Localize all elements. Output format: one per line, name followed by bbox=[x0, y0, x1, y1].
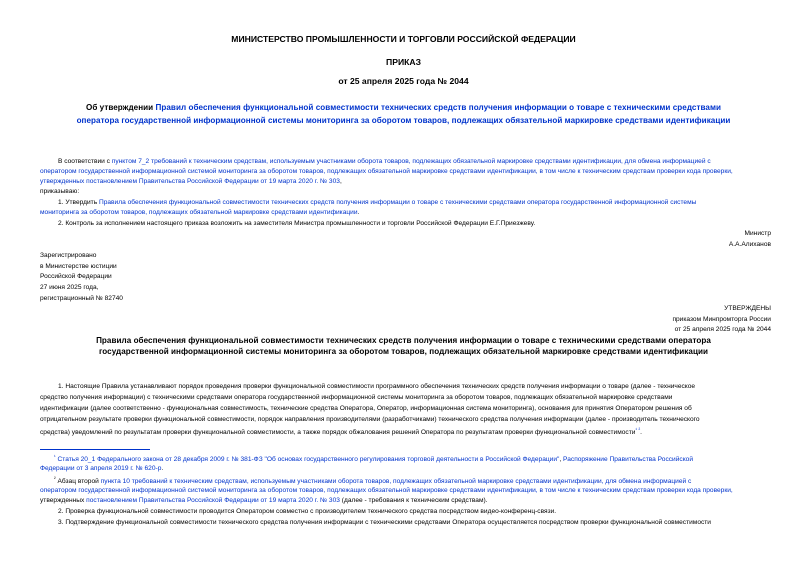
rules-p1-line5 bbox=[40, 427, 642, 436]
footnote-2-line2[interactable]: оператором государственной информационной системой мониторинга за оборотом товаров, подлежащих обязательной маркировке средствами идентификации, в том числе к техническим средствам проверки кода проверки, bbox=[40, 487, 733, 494]
requirements-link[interactable]: пунктом 7_2 требований к техническим средствам, используемым участниками оборота товаров, подлежащих обязательной маркировке средствами идентификации, для обмена информацией с bbox=[111, 158, 711, 165]
resolution-303-link[interactable]: постановлением Правительства Российской Федерации от 19 марта 2020 г. № 303 bbox=[86, 497, 340, 504]
order-item-text: . bbox=[357, 209, 360, 216]
footnote-text: утвержденных bbox=[40, 497, 87, 504]
government-order-link[interactable]: Распоряжение Правительства Российской bbox=[563, 456, 694, 464]
footnote-text: (далее - требования к техническим средствам). bbox=[339, 497, 488, 504]
footnote-1-line1 bbox=[54, 454, 693, 463]
approved-label: УТВЕРЖДЕНЫ bbox=[724, 305, 771, 312]
paragraph-10-link[interactable]: пункта 10 требований к техническим средствам, используемым участниками оборота товаров, подлежащих обязательной маркировке средствами идентификации, для обмена информацией с bbox=[100, 478, 692, 486]
preamble-line1 bbox=[58, 158, 711, 165]
law-article-link[interactable]: Статья 20_1 Федерального закона от 28 декабря 2009 г. № 381-ФЗ "Об основах государственного регулирования торговой деятельности в Российской Федерации" bbox=[57, 456, 560, 464]
preamble-order-word: приказываю: bbox=[40, 188, 80, 195]
rules-p2: 2. Проверка функциональной совместимости проводится Оператором совместно с производителем технического средства посредством видео-конференц-связи. bbox=[58, 508, 557, 515]
rules-p1-line2: средство получения информации) с техническими средствами оператора государственной информационной системы мониторинга за оборотом товаров, подлежащих обязательной маркировке средствами bbox=[40, 394, 673, 401]
order-title-line2[interactable]: оператора государственной информационной системы мониторинга за оборотом товаров, подлежащих обязательной маркировке средствами идентификации bbox=[76, 116, 731, 125]
approve-rules-link[interactable]: Правила обеспечения функциональной совместимости технических средств получения информации о товаре с техническими средствами оператора государственной информационной системы bbox=[98, 199, 697, 206]
order-item-2: 2. Контроль за исполнением настоящего приказа возложить на заместителя Министра промышленности и торговли Российской Федерации Е.Г.Приезжеву. bbox=[58, 220, 536, 227]
registration-line2: в Министерстве юстиции bbox=[40, 263, 117, 270]
order-title-line1 bbox=[0, 103, 807, 112]
government-order-link-cont[interactable]: Федерации от 3 апреля 2019 г. № 620-р bbox=[40, 465, 162, 472]
rules-p1-text: средства) уведомлений по результатам проверки функциональной совместимости, а также порядок обжалования решений Оператора по результатам проверки функциональной совместимости bbox=[40, 429, 636, 437]
footnote-text: , bbox=[559, 456, 564, 464]
footnote-2-line1 bbox=[54, 476, 691, 485]
footnote-text: . bbox=[161, 465, 164, 472]
footnote-1-mark: ¹ bbox=[54, 454, 56, 460]
registration-line3: Российской Федерации bbox=[40, 273, 112, 280]
registration-line1: Зарегистрировано bbox=[40, 252, 97, 259]
title-prefix: Об утверждении bbox=[85, 103, 156, 112]
title-rules-link[interactable]: Правил обеспечения функциональной совместимости технических средств получения информации о товаре с техническими средствами bbox=[155, 103, 722, 112]
footnote-separator bbox=[40, 449, 150, 450]
approved-by: приказом Минпромторга России bbox=[672, 316, 771, 323]
footnote-text: Абзац второй bbox=[55, 478, 101, 486]
footnote-refs[interactable]: ¹ ² bbox=[635, 427, 641, 433]
rules-p1-line1: 1. Настоящие Правила устанавливают порядок проведения проверки функциональной совместимости программного обеспечения технических средств получения информации о товаре (далее - техническое bbox=[58, 383, 696, 390]
rules-title-line1: Правила обеспечения функциональной совместимости технических средств получения информации о товаре с техническими средствами оператора bbox=[96, 336, 711, 345]
rules-p1-end: . bbox=[640, 429, 642, 437]
footnote-2-mark: ² bbox=[54, 476, 56, 482]
preamble-line3 bbox=[40, 178, 342, 185]
order-item-1-line2 bbox=[40, 209, 359, 216]
signature-position: Министр bbox=[744, 230, 771, 237]
registration-line5: регистрационный № 82740 bbox=[40, 295, 123, 302]
ministry-heading: МИНИСТЕРСТВО ПРОМЫШЛЕННОСТИ И ТОРГОВЛИ РОССИЙСКОЙ ФЕДЕРАЦИИ bbox=[231, 34, 576, 44]
resolution-link[interactable]: утвержденных постановлением Правительства Российской Федерации от 19 марта 2020 г. № 303 bbox=[40, 178, 340, 185]
doc-type-heading: ПРИКАЗ bbox=[386, 57, 421, 67]
preamble-text: В соответствии с bbox=[58, 158, 112, 165]
footnote-1-line2 bbox=[40, 465, 163, 472]
footnote-2-line3 bbox=[40, 497, 488, 504]
approved-date: от 25 апреля 2025 года № 2044 bbox=[674, 326, 771, 333]
preamble-text: , bbox=[339, 178, 342, 185]
rules-p1-line3: идентификации (далее соответственно - функциональная совместимость, технические средства Оператора, Оператор, информационная система мониторинга), основания для принятия Оператором решения об bbox=[40, 405, 692, 412]
rules-title-line2: государственной информационной системы мониторинга за оборотом товаров, подлежащих обязательной маркировке средствами идентификации bbox=[98, 347, 709, 356]
signature-name: А.А.Алиханов bbox=[728, 241, 771, 248]
order-date-number: от 25 апреля 2025 года № 2044 bbox=[338, 76, 469, 86]
rules-p3: 3. Подтверждение функциональной совместимости технического средства получения информации с техническими средствами Оператора осуществляется посредством проверки функциональной совместимости bbox=[58, 519, 711, 526]
approve-rules-link-cont[interactable]: мониторинга за оборотом товаров, подлежащих обязательной маркировке средствами идентификации bbox=[40, 209, 358, 216]
order-item-1-line1 bbox=[58, 199, 696, 206]
order-item-text: 1. Утвердить bbox=[58, 199, 99, 206]
registration-line4: 27 июня 2025 года, bbox=[40, 284, 99, 291]
preamble-line2[interactable]: оператором государственной информационной системой мониторинга за оборотом товаров, подлежащих обязательной маркировке средствами идентификации, в том числе к техническим средствам проверки кода проверки, bbox=[40, 168, 733, 175]
rules-p1-line4: отрицательном результате проверки функциональной совместимости, порядок направления производителями (разработчиками) технического средства получения информации (далее - производитель технического bbox=[40, 416, 700, 423]
